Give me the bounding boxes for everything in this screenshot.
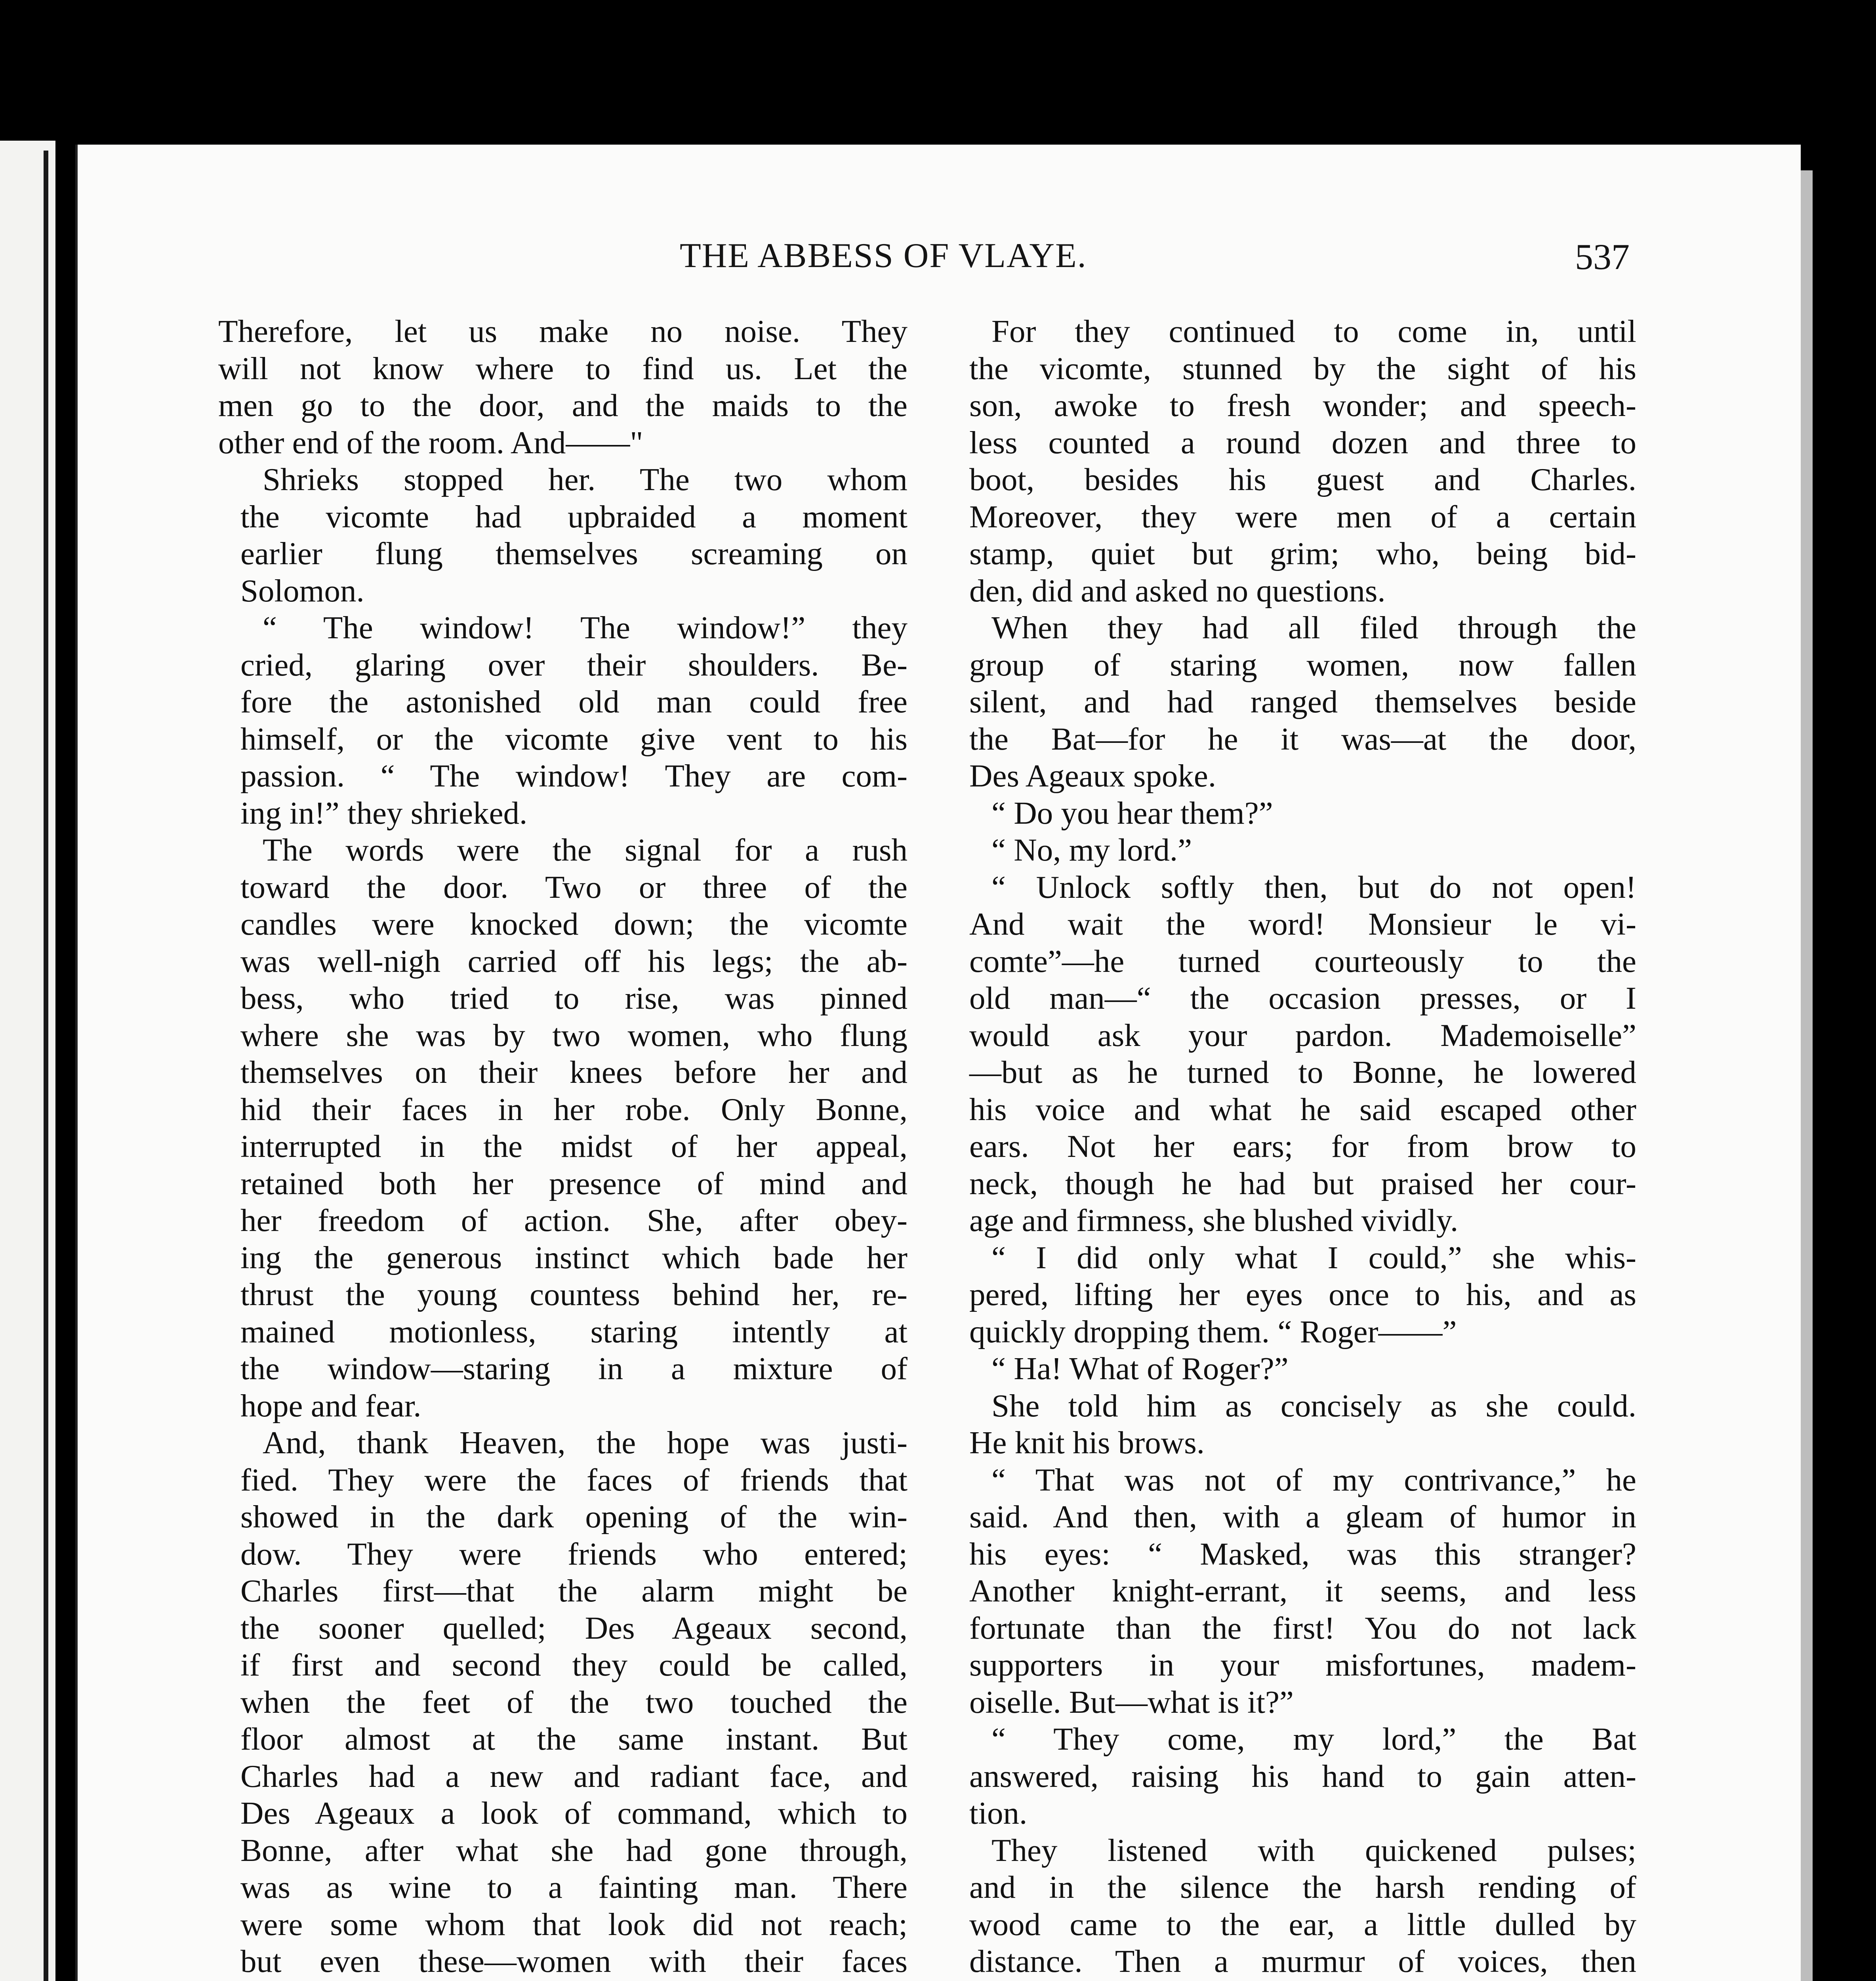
text-line: showed in the dark opening of the win- — [240, 1499, 907, 1534]
text-line: Another knight-errant, it seems, and less — [969, 1573, 1636, 1609]
text-line: “ No, my lord.” — [991, 832, 1192, 868]
text-line: and in the silence the harsh rending of — [969, 1869, 1636, 1905]
right-text-column — [947, 313, 1636, 1981]
text-line: They listened with quickened pulses; — [991, 1832, 1636, 1868]
text-line: “ The window! The window!” they — [263, 610, 907, 645]
text-line: would ask your pardon. Mademoiselle” — [969, 1017, 1636, 1053]
paragraph — [218, 832, 907, 1424]
text-line: hid their faces in her robe. Only Bonne, — [240, 1091, 907, 1127]
text-line: was as wine to a fainting man. There — [240, 1869, 907, 1905]
text-line: “ Unlock softly then, but do not open! — [991, 869, 1636, 905]
text-line: —but as he turned to Bonne, he lowered — [969, 1054, 1636, 1090]
text-line: quickly dropping them. “ Roger——” — [969, 1313, 1457, 1349]
text-line: hope and fear. — [240, 1387, 421, 1424]
text-line: ing the generous instinct which bade her — [240, 1239, 907, 1275]
paragraph — [218, 1424, 907, 1981]
text-line: dow. They were friends who entered; — [240, 1536, 907, 1572]
text-line: Moreover, they were men of a certain — [969, 498, 1636, 534]
text-line: wood came to the ear, a little dulled by — [969, 1906, 1636, 1942]
paragraph — [947, 609, 1636, 795]
text-line: where she was by two women, who flung — [240, 1017, 907, 1053]
text-line: floor almost at the same instant. But — [240, 1721, 907, 1757]
paragraph — [947, 1462, 1636, 1721]
text-line: Des Ageaux spoke. — [969, 758, 1216, 794]
text-line: “ I did only what I could,” she whis- — [991, 1239, 1636, 1275]
paragraph — [947, 313, 1636, 609]
paragraph — [947, 1721, 1636, 1832]
left-text-column — [218, 313, 907, 1981]
text-line: For they continued to come in, until — [991, 313, 1636, 349]
text-line: the vicomte had upbraided a moment — [240, 498, 907, 534]
text-line: And, thank Heaven, the hope was justi- — [263, 1425, 907, 1460]
page-number: 537 — [1575, 237, 1630, 277]
running-title: THE ABBESS OF VLAYE. — [680, 237, 1087, 275]
text-line: interrupted in the midst of her appeal, — [240, 1128, 907, 1164]
text-line: Bonne, after what she had gone through, — [240, 1832, 907, 1868]
text-line: Charles first—that the alarm might be — [240, 1573, 907, 1609]
text-line: age and firmness, she blushed vividly. — [969, 1202, 1458, 1238]
text-line: boot, besides his guest and Charles. — [969, 462, 1636, 497]
text-line: distance. Then a murmur of voices, then — [969, 1943, 1636, 1979]
text-line: fortunate than the first! You do not lack — [969, 1610, 1636, 1646]
text-line: men go to the door, and the maids to the — [218, 387, 907, 423]
text-line: were some whom that look did not reach; — [240, 1906, 907, 1942]
text-line: The words were the signal for a rush — [263, 832, 907, 868]
text-line: stamp, quiet but grim; who, being bid- — [969, 536, 1636, 571]
text-line: supporters in your misfortunes, madem- — [969, 1647, 1636, 1683]
text-line: passion. “ The window! They are com- — [240, 758, 907, 794]
text-line: cried, glaring over their shoulders. Be- — [240, 647, 907, 683]
text-line: Solomon. — [240, 573, 364, 609]
paragraph — [947, 1350, 1636, 1387]
text-line: tion. — [969, 1795, 1028, 1831]
text-line: retained both her presence of mind and — [240, 1165, 907, 1201]
text-line: was well-nigh carried off his legs; the ab- — [240, 943, 907, 979]
text-line: his voice and what he said escaped other — [969, 1091, 1636, 1127]
text-line: Charles had a new and radiant face, and — [240, 1758, 907, 1794]
paragraph — [947, 795, 1636, 832]
text-line: Des Ageaux a look of command, which to — [240, 1795, 907, 1831]
text-line: but even these—women with their faces — [240, 1943, 907, 1979]
text-line: her freedom of action. She, after obey- — [240, 1202, 907, 1238]
text-line: his eyes: “ Masked, was this stranger? — [969, 1536, 1636, 1572]
text-line: son, awoke to fresh wonder; and speech- — [969, 387, 1636, 423]
text-line: the window—staring in a mixture of — [240, 1351, 907, 1386]
text-line: mained motionless, staring intently at — [240, 1313, 907, 1349]
text-line: thrust the young countess behind her, re- — [240, 1277, 907, 1312]
text-line: ing in!” they shrieked. — [240, 795, 528, 831]
text-line: “ Ha! What of Roger?” — [991, 1351, 1289, 1386]
text-line: pered, lifting her eyes once to his, and as — [969, 1277, 1636, 1312]
paragraph — [947, 869, 1636, 1239]
text-line: other end of the room. And——" — [218, 424, 643, 460]
text-line: if first and second they could be called, — [240, 1647, 907, 1683]
text-line: said. And then, with a gleam of humor in — [969, 1499, 1636, 1534]
text-line: He knit his brows. — [969, 1425, 1205, 1460]
text-line: fied. They were the faces of friends that — [240, 1462, 907, 1498]
text-line: answered, raising his hand to gain atten- — [969, 1758, 1636, 1794]
text-line: “ That was not of my contrivance,” he — [991, 1462, 1636, 1498]
text-line: When they had all filed through the — [991, 610, 1636, 645]
paragraph — [218, 461, 907, 609]
paragraph — [947, 832, 1636, 869]
text-line: himself, or the vicomte give vent to his — [240, 721, 907, 757]
text-line: the sooner quelled; Des Ageaux second, — [240, 1610, 907, 1646]
text-line: the vicomte, stunned by the sight of his — [969, 350, 1636, 386]
book-page — [75, 145, 1801, 1981]
text-line: “ They come, my lord,” the Bat — [991, 1721, 1636, 1757]
text-line: Shrieks stopped her. The two whom — [263, 462, 907, 497]
text-line: themselves on their knees before her and — [240, 1054, 907, 1090]
text-line: when the feet of the two touched the — [240, 1684, 907, 1720]
text-line: She told him as concisely as she could. — [991, 1387, 1636, 1424]
text-line: toward the door. Two or three of the — [240, 869, 907, 905]
text-line: old man—“ the occasion presses, or I — [969, 980, 1636, 1016]
text-line: group of staring women, now fallen — [969, 647, 1636, 683]
text-line: Therefore, let us make no noise. They — [218, 313, 907, 349]
text-line: silent, and had ranged themselves beside — [969, 684, 1636, 719]
text-line: bess, who tried to rise, was pinned — [240, 980, 907, 1016]
text-line: the Bat—for he it was—at the door, — [969, 721, 1636, 757]
text-line: neck, though he had but praised her cour- — [969, 1165, 1636, 1201]
text-line: candles were knocked down; the vicomte — [240, 906, 907, 942]
text-line: less counted a round dozen and three to — [969, 424, 1636, 460]
paragraph — [947, 1387, 1636, 1462]
text-line: fore the astonished old man could free — [240, 684, 907, 719]
text-line: will not know where to find us. Let the — [218, 350, 907, 386]
text-line: earlier flung themselves screaming on — [240, 536, 907, 571]
paragraph — [218, 609, 907, 832]
paragraph — [218, 313, 907, 461]
text-line: And wait the word! Monsieur le vi- — [969, 906, 1636, 942]
paragraph — [947, 1832, 1636, 1981]
text-line: ears. Not her ears; for from brow to — [969, 1128, 1636, 1164]
text-line: comte”—he turned courteously to the — [969, 943, 1636, 979]
text-line: oiselle. But—what is it?” — [969, 1684, 1294, 1720]
text-line: den, did and asked no questions. — [969, 573, 1386, 609]
page-gutter-shadow — [44, 151, 48, 1981]
text-line: “ Do you hear them?” — [991, 795, 1273, 831]
paragraph — [947, 1239, 1636, 1351]
